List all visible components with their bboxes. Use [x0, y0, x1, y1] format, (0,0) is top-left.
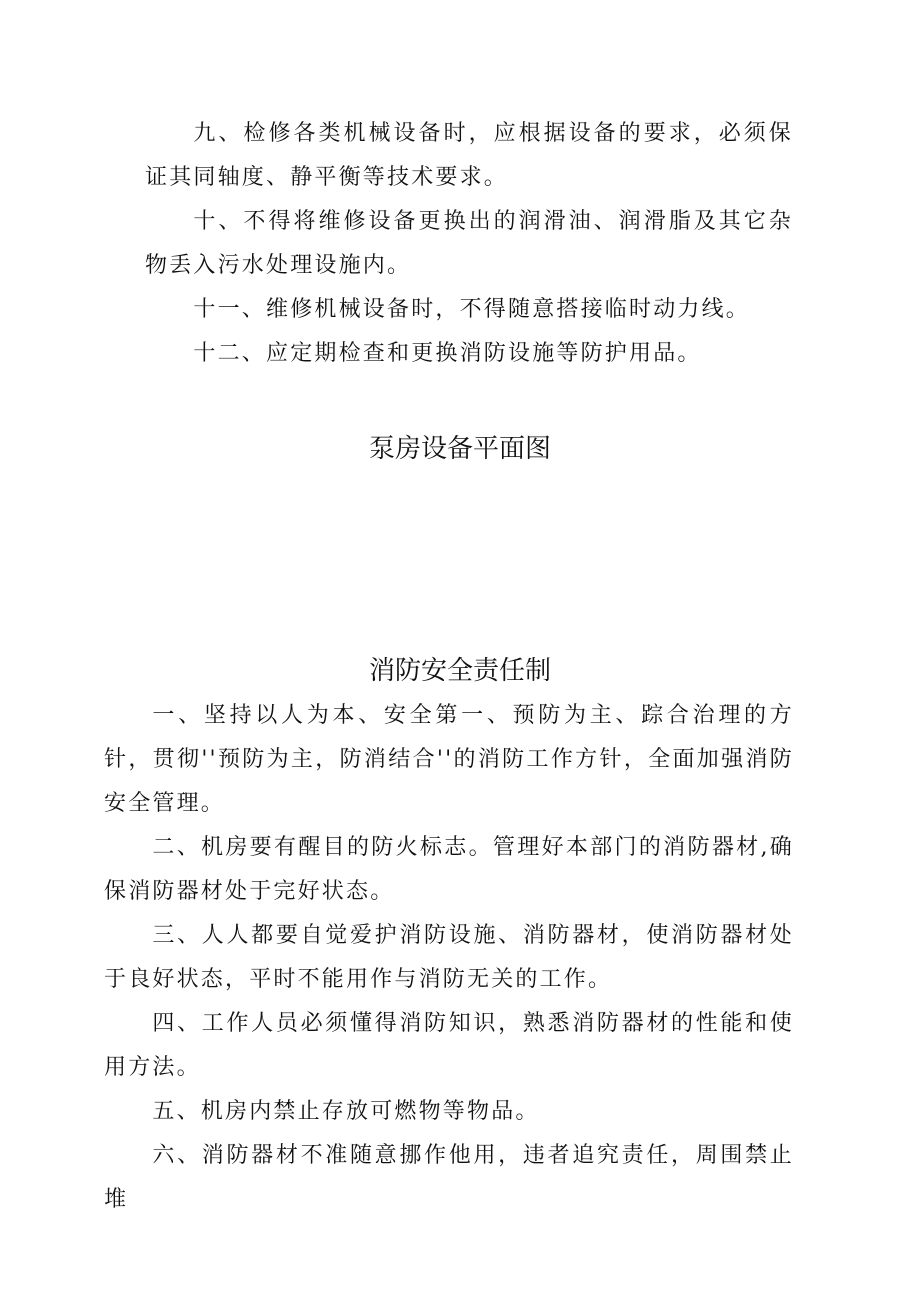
fire-safety-title: 消防安全责任制: [368, 656, 551, 686]
fire-item-3: 三、人人都要自觉爱护消防设施、消防器材，使消防器材处于良好状态，平时不能用作与消防无关的工作。: [104, 923, 794, 992]
fire-item-4: 四、工作人员必须懂得消防知识，熟悉消防器材的性能和使用方法。: [104, 1011, 794, 1080]
rule-item-9: 九、检修各类机械设备时，应根据设备的要求，必须保证其同轴度、静平衡等技术要求。: [145, 121, 793, 190]
fire-item-1: 一、坚持以人为本、安全第一、预防为主、踪合治理的方针，贯彻''预防为主，防消结合''的消防工作方针，全面加强消防安全管理。: [104, 703, 794, 816]
rule-item-12: 十二、应定期检查和更换消防设施等防护用品。: [193, 341, 702, 366]
rule-item-10: 十、不得将维修设备更换出的润滑油、润滑脂及其它杂物丢入污水处理设施内。: [145, 209, 793, 278]
rule-item-11: 十一、维修机械设备时，不得随意搭接临时动力线。: [193, 297, 750, 322]
pump-room-heading: 泵房设备平面图: [368, 434, 551, 464]
fire-item-6: 六、消防器材不准随意挪作他用，违者追究责任，周围禁止堆: [104, 1143, 794, 1212]
fire-item-5: 五、机房内禁止存放可燃物等物品。: [152, 1099, 540, 1124]
fire-item-2: 二、机房要有醒目的防火标志。管理好本部门的消防器材,确保消防器材处于完好状态。: [104, 835, 794, 904]
